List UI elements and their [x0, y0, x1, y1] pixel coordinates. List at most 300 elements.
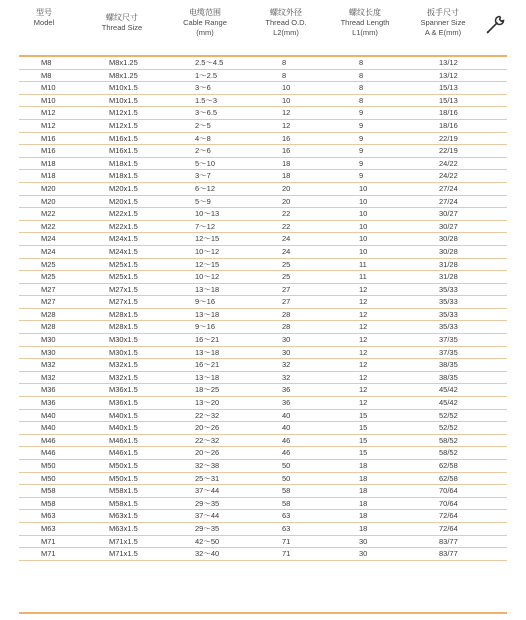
- cell-thread-size: M27x1.5: [109, 284, 138, 294]
- cell-model: M25: [41, 259, 56, 269]
- table-row: [19, 233, 507, 246]
- table-row: [19, 95, 507, 108]
- cell-thread-length: 8: [359, 70, 364, 80]
- cell-thread-size: M63x1.5: [109, 523, 138, 533]
- cell-spanner-size: 35/33: [439, 297, 458, 307]
- cell-thread-od: 8: [282, 58, 287, 67]
- cell-model: M63: [41, 523, 56, 533]
- table-row: [19, 271, 507, 284]
- cell-thread-length: 12: [359, 297, 368, 307]
- cell-model: M46: [41, 435, 56, 445]
- cell-thread-length: 18: [359, 511, 368, 521]
- cell-thread-size: M16x1.5: [109, 133, 138, 143]
- cell-thread-od: 63: [282, 511, 291, 521]
- cell-spanner-size: 24/22: [439, 171, 458, 181]
- cell-spanner-size: 45/42: [439, 385, 458, 395]
- cell-model: M22: [41, 221, 56, 231]
- table-row: [19, 473, 507, 486]
- cell-thread-length: 15: [359, 410, 368, 420]
- cell-thread-length: 12: [359, 398, 368, 408]
- cell-thread-length: 18: [359, 486, 368, 496]
- table-row: [19, 397, 507, 410]
- cell-thread-od: 16: [282, 133, 291, 143]
- cell-thread-od: 50: [282, 461, 291, 470]
- header-thread-od-en: Thread O.D.: [265, 18, 307, 27]
- cell-thread-length: 9: [359, 133, 364, 143]
- cell-cable-range: 13～18: [195, 347, 220, 357]
- cell-thread-length: 30: [359, 549, 368, 559]
- cell-thread-od: 24: [282, 246, 291, 256]
- cell-model: M71: [41, 536, 56, 546]
- cell-cable-range: 13～18: [195, 284, 220, 294]
- cell-cable-range: 37～44: [195, 511, 220, 521]
- cell-cable-range: 2～6: [195, 146, 211, 156]
- cell-spanner-size: 58/52: [439, 448, 458, 458]
- cell-thread-size: M40x1.5: [109, 410, 138, 420]
- cell-model: M58: [41, 498, 56, 508]
- cell-thread-od: 40: [282, 410, 291, 420]
- cell-cable-range: 29～35: [195, 523, 220, 533]
- header-thread-length: [330, 8, 400, 38]
- cell-thread-length: 10: [359, 209, 368, 219]
- cell-thread-length: 8: [359, 95, 364, 105]
- table-row: [19, 208, 507, 221]
- table-row: [19, 183, 507, 196]
- cell-thread-length: 10: [359, 246, 368, 256]
- cell-thread-size: M25x1.5: [109, 272, 138, 282]
- cell-thread-size: M18x1.5: [109, 158, 138, 168]
- cell-spanner-size: 58/52: [439, 435, 458, 445]
- cell-model: M30: [41, 347, 56, 357]
- cell-thread-length: 10: [359, 234, 368, 244]
- table-row: [19, 170, 507, 183]
- cell-spanner-size: 15/13: [439, 95, 458, 105]
- table-row: [19, 259, 507, 272]
- cell-thread-length: 9: [359, 120, 364, 130]
- cell-cable-range: 2～5: [195, 120, 211, 130]
- cell-thread-od: 18: [282, 158, 291, 168]
- cell-thread-length: 15: [359, 448, 368, 458]
- table-row: [19, 284, 507, 297]
- header-model-en: Model: [33, 18, 55, 27]
- header-spanner-size-unit: A & E(mm): [424, 28, 462, 37]
- cell-thread-od: 25: [282, 259, 291, 269]
- cell-thread-od: 22: [282, 209, 291, 219]
- cell-thread-length: 15: [359, 423, 368, 433]
- cell-cable-range: 20～26: [195, 448, 220, 458]
- cell-thread-size: M46x1.5: [109, 448, 138, 458]
- table-row: [19, 321, 507, 334]
- cell-thread-od: 10: [282, 95, 291, 105]
- cell-thread-od: 24: [282, 234, 291, 244]
- cell-thread-size: M18x1.5: [109, 171, 138, 181]
- cell-model: M40: [41, 423, 56, 433]
- cell-spanner-size: 37/35: [439, 347, 458, 357]
- cell-spanner-size: 62/58: [439, 473, 458, 483]
- cell-model: M24: [41, 246, 56, 256]
- cell-model: M16: [41, 133, 56, 143]
- cell-thread-od: 10: [282, 83, 291, 93]
- table-row: [19, 145, 507, 158]
- cell-thread-length: 30: [359, 536, 368, 546]
- cell-model: M36: [41, 398, 56, 408]
- cell-spanner-size: 18/16: [439, 120, 458, 130]
- cell-model: M12: [41, 120, 56, 130]
- table-row: [19, 296, 507, 309]
- table-header: [0, 0, 526, 52]
- cell-spanner-size: 30/27: [439, 221, 458, 231]
- cell-thread-size: M24x1.5: [109, 246, 138, 256]
- cell-spanner-size: 30/28: [439, 246, 458, 256]
- cell-spanner-size: 18/16: [439, 108, 458, 118]
- cell-spanner-size: 22/19: [439, 133, 458, 143]
- header-cable-range: [170, 8, 240, 38]
- cell-thread-od: 71: [282, 549, 291, 559]
- cell-thread-od: 30: [282, 335, 291, 345]
- table-row: [19, 196, 507, 209]
- cell-cable-range: 10～12: [195, 246, 220, 256]
- cell-model: M10: [41, 83, 56, 93]
- cell-model: M58: [41, 486, 56, 496]
- cell-thread-od: 27: [282, 284, 291, 294]
- cell-spanner-size: 13/12: [439, 70, 458, 80]
- cell-spanner-size: 62/58: [439, 461, 458, 470]
- cell-cable-range: 42～50: [195, 536, 220, 546]
- cell-thread-od: 8: [282, 70, 287, 80]
- cell-thread-size: M30x1.5: [109, 347, 138, 357]
- cell-spanner-size: 70/64: [439, 498, 458, 508]
- table-row: [19, 447, 507, 460]
- cell-spanner-size: 72/64: [439, 523, 458, 533]
- cell-thread-length: 12: [359, 372, 368, 382]
- cell-cable-range: 9～16: [195, 297, 216, 307]
- cell-thread-length: 15: [359, 435, 368, 445]
- cell-cable-range: 10～13: [195, 209, 220, 219]
- cell-model: M40: [41, 410, 56, 420]
- cell-spanner-size: 83/77: [439, 549, 458, 559]
- cell-cable-range: 13～20: [195, 398, 220, 408]
- cell-model: M36: [41, 385, 56, 395]
- cell-thread-od: 46: [282, 448, 291, 458]
- cell-thread-length: 9: [359, 158, 364, 168]
- header-thread-length-unit: L1(mm): [352, 28, 378, 37]
- cell-model: M20: [41, 183, 56, 193]
- cell-thread-od: 46: [282, 435, 291, 445]
- cell-thread-size: M10x1.5: [109, 83, 138, 93]
- cell-thread-length: 12: [359, 360, 368, 370]
- cell-model: M25: [41, 272, 56, 282]
- header-thread-size-zh: 螺纹尺寸: [106, 13, 138, 22]
- cell-spanner-size: 52/52: [439, 410, 458, 420]
- cell-thread-length: 18: [359, 473, 368, 483]
- cell-spanner-size: 37/35: [439, 335, 458, 345]
- cell-thread-size: M8x1.25: [109, 70, 138, 80]
- cell-cable-range: 22～32: [195, 435, 220, 445]
- table-row: [19, 359, 507, 372]
- cell-thread-size: M16x1.5: [109, 146, 138, 156]
- cell-thread-size: M58x1.5: [109, 498, 138, 508]
- cell-model: M46: [41, 448, 56, 458]
- cell-model: M30: [41, 335, 56, 345]
- cell-thread-size: M28x1.5: [109, 309, 138, 319]
- cell-thread-size: M50x1.5: [109, 461, 138, 470]
- header-cable-range-en: Cable Range: [183, 18, 227, 27]
- cell-thread-length: 12: [359, 309, 368, 319]
- cell-cable-range: 13～18: [195, 309, 220, 319]
- table-row: [19, 523, 507, 536]
- cell-thread-length: 12: [359, 335, 368, 345]
- table-row: [19, 133, 507, 146]
- cell-thread-od: 18: [282, 171, 291, 181]
- cell-model: M24: [41, 234, 56, 244]
- table-bottom-rule: [19, 612, 507, 614]
- cell-spanner-size: 70/64: [439, 486, 458, 496]
- header-spanner-size: [412, 8, 474, 38]
- cell-thread-od: 25: [282, 272, 291, 282]
- cell-thread-od: 12: [282, 120, 291, 130]
- table-row: [19, 410, 507, 423]
- cell-cable-range: 2.5～4.5: [195, 58, 224, 67]
- cell-thread-length: 11: [359, 272, 367, 282]
- cell-model: M16: [41, 146, 56, 156]
- cell-model: M28: [41, 309, 56, 319]
- cell-spanner-size: 52/52: [439, 423, 458, 433]
- table-row: [19, 536, 507, 549]
- cell-thread-od: 20: [282, 196, 291, 206]
- cell-thread-od: 63: [282, 523, 291, 533]
- cell-thread-size: M12x1.5: [109, 120, 138, 130]
- cell-thread-od: 36: [282, 398, 291, 408]
- table-row: [19, 334, 507, 347]
- header-cable-range-zh: 电缆范围: [189, 8, 221, 17]
- cell-spanner-size: 13/12: [439, 58, 458, 67]
- cell-thread-od: 40: [282, 423, 291, 433]
- cell-thread-length: 18: [359, 523, 368, 533]
- cell-cable-range: 37～44: [195, 486, 220, 496]
- cell-spanner-size: 72/64: [439, 511, 458, 521]
- cell-model: M18: [41, 158, 56, 168]
- cell-model: M18: [41, 171, 56, 181]
- cell-thread-length: 10: [359, 221, 368, 231]
- cell-thread-length: 10: [359, 196, 368, 206]
- cell-cable-range: 3～6.5: [195, 108, 218, 118]
- cell-spanner-size: 35/33: [439, 322, 458, 332]
- cell-thread-od: 20: [282, 183, 291, 193]
- table-row: [19, 460, 507, 473]
- table-row: [19, 384, 507, 397]
- cell-thread-size: M63x1.5: [109, 511, 138, 521]
- cell-cable-range: 18～25: [195, 385, 220, 395]
- cell-thread-od: 36: [282, 385, 291, 395]
- cell-cable-range: 5～9: [195, 196, 211, 206]
- cell-thread-size: M58x1.5: [109, 486, 138, 496]
- cell-thread-length: 9: [359, 171, 364, 181]
- table-row: [19, 510, 507, 523]
- table-row: [19, 120, 507, 133]
- cell-model: M28: [41, 322, 56, 332]
- cell-cable-range: 7～12: [195, 221, 216, 231]
- cell-model: M22: [41, 209, 56, 219]
- header-thread-size: [92, 13, 152, 33]
- cell-thread-size: M71x1.5: [109, 549, 138, 559]
- cell-thread-size: M28x1.5: [109, 322, 138, 332]
- cell-model: M8: [41, 70, 52, 80]
- cell-model: M10: [41, 95, 56, 105]
- table-row: [19, 485, 507, 498]
- cell-cable-range: 20～26: [195, 423, 220, 433]
- cell-spanner-size: 15/13: [439, 83, 458, 93]
- cell-cable-range: 12～15: [195, 259, 220, 269]
- cell-thread-length: 10: [359, 183, 368, 193]
- cell-spanner-size: 45/42: [439, 398, 458, 408]
- cell-cable-range: 32～38: [195, 461, 220, 470]
- cell-thread-size: M10x1.5: [109, 95, 138, 105]
- header-model: [24, 8, 64, 28]
- table-row: [19, 372, 507, 385]
- cell-thread-od: 32: [282, 372, 291, 382]
- cell-thread-length: 9: [359, 146, 364, 156]
- cell-thread-size: M71x1.5: [109, 536, 138, 546]
- cell-model: M12: [41, 108, 56, 118]
- cell-spanner-size: 31/28: [439, 259, 458, 269]
- cell-thread-od: 28: [282, 322, 291, 332]
- table-row: [19, 422, 507, 435]
- cell-cable-range: 5～10: [195, 158, 216, 168]
- cell-model: M32: [41, 372, 56, 382]
- cell-cable-range: 12～15: [195, 234, 220, 244]
- cell-model: M20: [41, 196, 56, 206]
- cell-thread-size: M40x1.5: [109, 423, 138, 433]
- cell-model: M50: [41, 473, 56, 483]
- cell-thread-length: 12: [359, 322, 368, 332]
- table-row: [19, 347, 507, 360]
- cell-spanner-size: 30/28: [439, 234, 458, 244]
- cell-spanner-size: 35/33: [439, 284, 458, 294]
- cell-thread-size: M50x1.5: [109, 473, 138, 483]
- cell-spanner-size: 35/33: [439, 309, 458, 319]
- cell-cable-range: 32～40: [195, 549, 220, 559]
- cell-thread-od: 16: [282, 146, 291, 156]
- cell-thread-od: 58: [282, 498, 291, 508]
- cell-thread-length: 8: [359, 58, 364, 67]
- cell-model: M50: [41, 461, 56, 470]
- table-row: [19, 107, 507, 120]
- table-row: [19, 435, 507, 448]
- cell-cable-range: 4～8: [195, 133, 211, 143]
- table-row: [19, 70, 507, 83]
- cell-spanner-size: 22/19: [439, 146, 458, 156]
- cell-cable-range: 9～16: [195, 322, 216, 332]
- cell-thread-size: M24x1.5: [109, 234, 138, 244]
- cell-cable-range: 1～2.5: [195, 70, 218, 80]
- cell-cable-range: 6～12: [195, 183, 216, 193]
- cell-spanner-size: 27/24: [439, 183, 458, 193]
- cell-thread-size: M20x1.5: [109, 196, 138, 206]
- cell-thread-size: M36x1.5: [109, 385, 138, 395]
- cell-spanner-size: 83/77: [439, 536, 458, 546]
- cell-model: M27: [41, 284, 56, 294]
- table-row: [19, 82, 507, 95]
- table-body: [19, 57, 507, 561]
- cell-thread-od: 27: [282, 297, 291, 307]
- table-row: [19, 57, 507, 70]
- cell-thread-size: M30x1.5: [109, 335, 138, 345]
- cell-thread-od: 58: [282, 486, 291, 496]
- cell-model: M63: [41, 511, 56, 521]
- header-model-zh: 型号: [36, 8, 52, 17]
- cell-thread-size: M32x1.5: [109, 360, 138, 370]
- header-thread-od-zh: 螺纹外径: [270, 8, 302, 17]
- cell-thread-size: M25x1.5: [109, 259, 138, 269]
- cell-thread-od: 28: [282, 309, 291, 319]
- cell-cable-range: 3～7: [195, 171, 211, 181]
- cell-thread-size: M32x1.5: [109, 372, 138, 382]
- header-spanner-size-en: Spanner Size: [420, 18, 466, 27]
- wrench-icon: [484, 14, 506, 36]
- cell-spanner-size: 27/24: [439, 196, 458, 206]
- header-spanner-size-zh: 扳手尺寸: [427, 8, 459, 17]
- cell-thread-length: 9: [359, 108, 364, 118]
- cell-cable-range: 13～18: [195, 372, 220, 382]
- table-row: [19, 309, 507, 322]
- cell-thread-length: 12: [359, 385, 368, 395]
- table-row: [19, 221, 507, 234]
- cell-thread-size: M46x1.5: [109, 435, 138, 445]
- header-thread-od-unit: L2(mm): [273, 28, 299, 37]
- cell-model: M32: [41, 360, 56, 370]
- cell-thread-size: M27x1.5: [109, 297, 138, 307]
- header-thread-size-en: Thread Size: [101, 23, 143, 32]
- cell-spanner-size: 38/35: [439, 360, 458, 370]
- cell-thread-size: M12x1.5: [109, 108, 138, 118]
- cell-cable-range: 25～31: [195, 473, 220, 483]
- cell-cable-range: 1.5～3: [195, 95, 218, 105]
- cell-spanner-size: 30/27: [439, 209, 458, 219]
- cell-cable-range: 22～32: [195, 410, 220, 420]
- cell-cable-range: 16～21: [195, 360, 220, 370]
- cell-thread-od: 30: [282, 347, 291, 357]
- cell-cable-range: 16～21: [195, 335, 220, 345]
- cell-spanner-size: 31/28: [439, 272, 458, 282]
- cell-thread-length: 8: [359, 83, 364, 93]
- header-thread-od: [258, 8, 314, 38]
- cell-thread-od: 32: [282, 360, 291, 370]
- cell-spanner-size: 24/22: [439, 158, 458, 168]
- table-row: [19, 548, 507, 561]
- cell-cable-range: 10～12: [195, 272, 220, 282]
- cell-model: M8: [41, 58, 52, 67]
- cell-thread-od: 12: [282, 108, 291, 118]
- cell-model: M71: [41, 549, 56, 559]
- cell-thread-size: M8x1.25: [109, 58, 138, 67]
- cell-thread-od: 50: [282, 473, 291, 483]
- cell-cable-range: 29～35: [195, 498, 220, 508]
- table-row: [19, 498, 507, 511]
- cell-thread-length: 18: [359, 498, 368, 508]
- cell-model: M27: [41, 297, 56, 307]
- cell-thread-od: 71: [282, 536, 291, 546]
- cell-thread-size: M22x1.5: [109, 221, 138, 231]
- cell-thread-length: 12: [359, 284, 368, 294]
- cell-thread-size: M20x1.5: [109, 183, 138, 193]
- header-thread-length-zh: 螺纹长度: [349, 8, 381, 17]
- table-row: [19, 158, 507, 171]
- header-thread-length-en: Thread Length: [340, 18, 390, 27]
- cell-thread-length: 12: [359, 347, 368, 357]
- cell-thread-length: 18: [359, 461, 368, 470]
- cell-thread-od: 22: [282, 221, 291, 231]
- cell-spanner-size: 38/35: [439, 372, 458, 382]
